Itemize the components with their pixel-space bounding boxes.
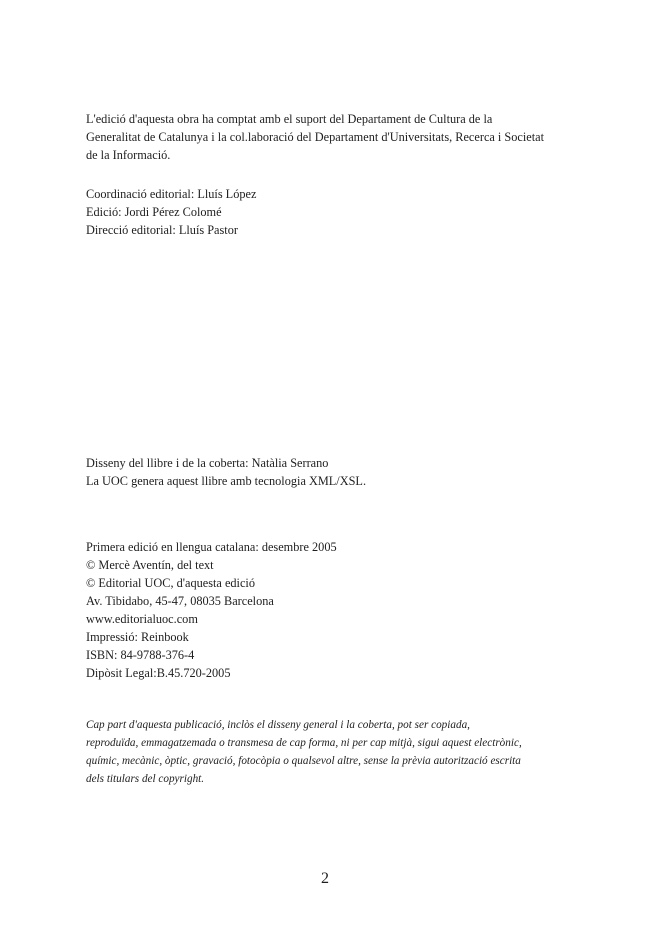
text-copyright: © Mercè Aventín, del text: [86, 558, 214, 572]
cover-design-credit: Disseny del llibre i de la coberta: Natàlia Serrano: [86, 456, 329, 470]
acknowledgement-paragraph: [86, 110, 576, 164]
copyright-notice-line: reproduïda, emmagatzemada o transmesa de cap forma, ni per cap mitjà, sigui aquest electrònic,: [86, 737, 522, 749]
acknowledgement-line: L'edició d'aquesta obra ha comptat amb el suport del Departament de Cultura de la: [86, 112, 493, 126]
edition-details: [86, 538, 586, 682]
acknowledgement-line: Generalitat de Catalunya i la col.laboració del Departament d'Universitats, Recerca i Societat: [86, 130, 545, 144]
editorial-credits: [86, 185, 586, 239]
printer: Impressió: Reinbook: [86, 630, 189, 644]
copyright-notice-line: dels titulars del copyright.: [86, 773, 205, 785]
copyright-notice-line: químic, mecànic, òptic, gravació, fotocòpia o qualsevol altre, sense la prèvia autorització escrita: [86, 755, 521, 767]
editorial-direction: Direcció editorial: Lluís Pastor: [86, 223, 238, 237]
editor: Edició: Jordi Pérez Colomé: [86, 205, 222, 219]
page-number: 2: [321, 870, 329, 887]
publisher-website: www.editorialuoc.com: [86, 612, 198, 626]
editorial-coordination: Coordinació editorial: Lluís López: [86, 187, 257, 201]
copyright-notice: [86, 716, 556, 788]
design-credits: [86, 454, 586, 490]
copyright-notice-line: Cap part d'aquesta publicació, inclòs el disseny general i la coberta, pot ser copiada,: [86, 719, 470, 731]
publisher-address: Av. Tibidabo, 45-47, 08035 Barcelona: [86, 594, 274, 608]
acknowledgement-line: de la Informació.: [86, 148, 171, 162]
edition-copyright: © Editorial UOC, d'aquesta edició: [86, 576, 255, 590]
legal-deposit: Dipòsit Legal:B.45.720-2005: [86, 666, 231, 680]
technology-note: La UOC genera aquest llibre amb tecnologia XML/XSL.: [86, 474, 367, 488]
first-edition-date: Primera edició en llengua catalana: desembre 2005: [86, 540, 337, 554]
isbn: ISBN: 84-9788-376-4: [86, 648, 195, 662]
